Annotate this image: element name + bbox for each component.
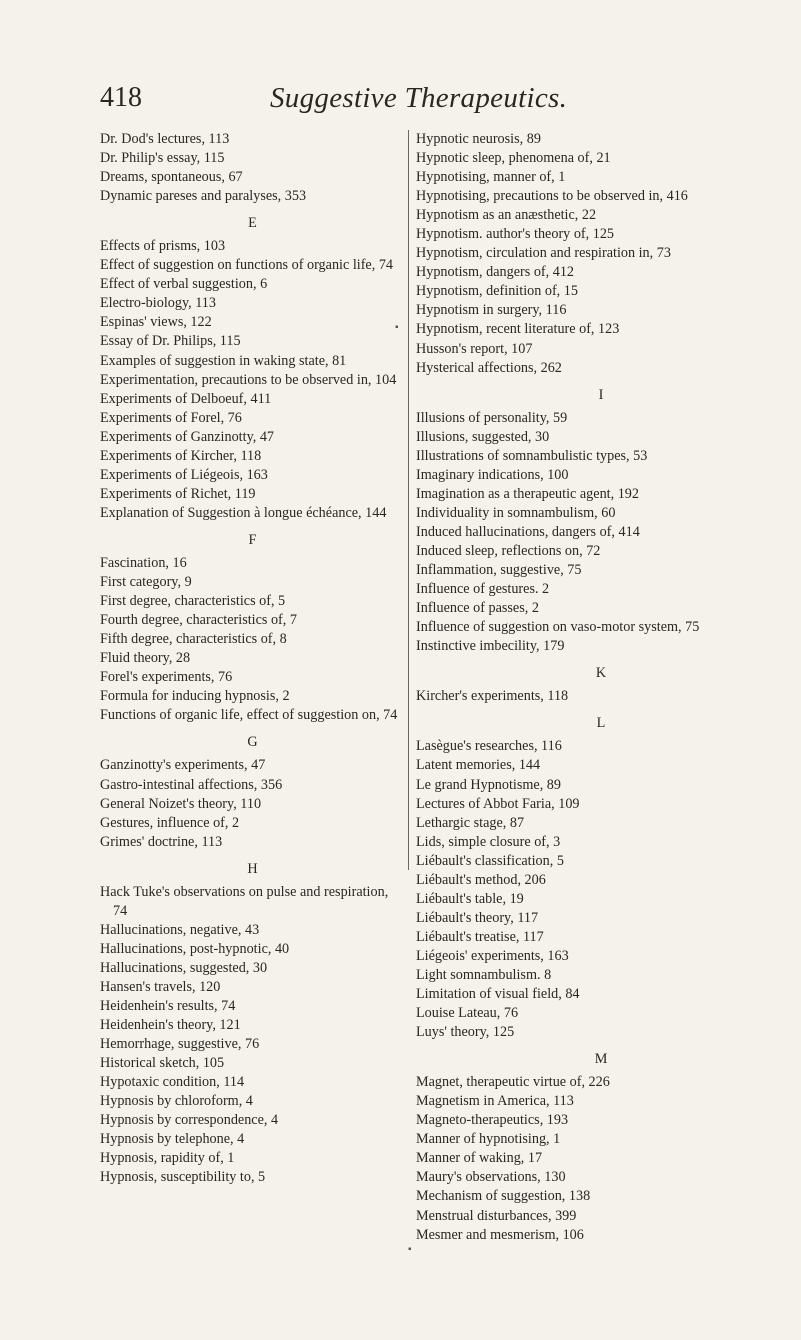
index-entry: Illustrations of somnambulistic types, 53: [416, 447, 648, 464]
index-entry: Experiments of Ganzinotty, 47: [100, 428, 275, 445]
index-entry: Essay of Dr. Philips, 115: [100, 333, 241, 350]
page-number: 418: [100, 82, 142, 113]
index-entry: Maury's observations, 130: [416, 1169, 566, 1186]
index-entry: Menstrual disturbances, 399: [416, 1207, 577, 1224]
index-entry: Effect of suggestion on functions of organic life, 74: [100, 257, 394, 274]
index-entry: Illusions, suggested, 30: [416, 428, 550, 445]
index-entry: Imagination as a therapeutic agent, 192: [416, 485, 639, 502]
index-entry: Dynamic pareses and paralyses, 353: [100, 188, 307, 205]
index-entry: Experimentation, precautions to be observed in, 104: [100, 371, 397, 388]
index-entry: Influence of gestures. 2: [416, 581, 550, 598]
index-section-letter: E: [248, 215, 257, 232]
index-entry: Functions of organic life, effect of suggestion on, 74: [100, 707, 398, 724]
index-entry: Dr. Philip's essay, 115: [100, 150, 225, 167]
index-entry: Heidenhein's theory, 121: [100, 1017, 241, 1034]
index-section-letter: M: [594, 1051, 608, 1068]
index-entry: Liégeois' experiments, 163: [416, 947, 569, 964]
index-entry: Hypnotic sleep, phenomena of, 21: [416, 150, 611, 167]
index-entry: Hypnotism in surgery, 116: [416, 302, 567, 319]
index-entry: Historical sketch, 105: [100, 1055, 225, 1072]
index-entry: Fluid theory, 28: [100, 650, 191, 667]
index-entry: First category, 9: [100, 574, 192, 591]
index-entry: Hypnosis by telephone, 4: [100, 1131, 245, 1148]
index-entry: Lasègue's researches, 116: [416, 738, 562, 755]
index-entry: Hypnotism as an anæsthetic, 22: [416, 207, 597, 224]
index-section-letter: I: [598, 386, 604, 403]
index-section-letter: L: [596, 715, 606, 732]
index-entry: Heidenhein's results, 74: [100, 998, 236, 1015]
index-entry: Hypnosis by chloroform, 4: [100, 1093, 253, 1110]
index-entry: Hypnotism, definition of, 15: [416, 283, 578, 300]
index-entry: Hypnosis, susceptibility to, 5: [100, 1169, 266, 1186]
running-title: Suggestive Therapeutics.: [270, 82, 568, 114]
index-entry: Fourth degree, characteristics of, 7: [100, 612, 297, 629]
index-entry: Le grand Hypnotisme, 89: [416, 776, 561, 793]
index-entry: General Noizet's theory, 110: [100, 795, 262, 812]
index-column-left: [100, 130, 405, 1187]
index-entry: Fascination, 16: [100, 554, 187, 571]
index-entry: Hallucinations, suggested, 30: [100, 959, 268, 976]
index-entry: Magnetism in America, 113: [416, 1093, 574, 1110]
index-entry: Ganzinotty's experiments, 47: [100, 757, 266, 774]
index-entry: Experiments of Liégeois, 163: [100, 466, 268, 483]
index-entry: Lethargic stage, 87: [416, 814, 525, 831]
index-entry: Hypnosis, rapidity of, 1: [100, 1150, 235, 1167]
index-entry: Fifth degree, characteristics of, 8: [100, 631, 287, 648]
index-entry: Liébault's theory, 117: [416, 909, 539, 926]
index-entry: Mechanism of suggestion, 138: [416, 1188, 591, 1205]
index-entry: Husson's report, 107: [416, 340, 533, 357]
index-entry: Hypnotism, recent literature of, 123: [416, 321, 620, 338]
index-entry: Manner of hypnotising, 1: [416, 1131, 561, 1148]
index-entry: Inflammation, suggestive, 75: [416, 562, 582, 579]
print-speck: ▪: [395, 322, 399, 333]
index-entry: Individuality in somnambulism, 60: [416, 504, 616, 521]
index-entry: Latent memories, 144: [416, 757, 541, 774]
index-entry: Hypnotic neurosis, 89: [416, 131, 541, 147]
index-entry: Instinctive imbecility, 179: [416, 638, 565, 655]
index-entry: Mesmer and mesmerism, 106: [416, 1226, 584, 1243]
index-entry: Hypnotising, manner of, 1: [416, 169, 566, 186]
index-entry: Hansen's travels, 120: [100, 978, 221, 995]
index-entry: Imaginary indications, 100: [416, 466, 569, 483]
index-entry: Limitation of visual field, 84: [416, 986, 580, 1003]
index-entry: Louise Lateau, 76: [416, 1005, 519, 1022]
index-entry: Espinas' views, 122: [100, 314, 212, 331]
index-entry: Lids, simple closure of, 3: [416, 833, 561, 850]
index-entry: Influence of suggestion on vaso-motor system, 75: [416, 619, 700, 636]
index-entry: Luys' theory, 125: [416, 1024, 515, 1041]
index-entry: Induced hallucinations, dangers of, 414: [416, 523, 640, 540]
index-entry: Hemorrhage, suggestive, 76: [100, 1036, 260, 1053]
index-entry: Influence of passes, 2: [416, 600, 539, 617]
index-entry: Hysterical affections, 262: [416, 359, 562, 376]
index-entry: Experiments of Richet, 119: [100, 485, 256, 502]
index-entry: Liébault's classification, 5: [416, 852, 564, 869]
index-entry: Gestures, influence of, 2: [100, 814, 240, 831]
index-entry: Experiments of Kircher, 118: [100, 447, 262, 464]
index-entry: Kircher's experiments, 118: [416, 688, 569, 705]
index-entry: Explanation of Suggestion à longue échéance, 144: [100, 504, 387, 521]
index-entry: Hack Tuke's observations on pulse and respiration, 74: [100, 883, 389, 919]
index-entry: Light somnambulism. 8: [416, 966, 552, 983]
index-entry: Illusions of personality, 59: [416, 409, 568, 426]
print-speck: ▪: [408, 1244, 412, 1255]
index-entry: Dr. Dod's lectures, 113: [100, 131, 230, 147]
index-entry: Hypnotising, precautions to be observed in, 416: [416, 188, 688, 205]
index-entry: Magneto-therapeutics, 193: [416, 1112, 569, 1129]
index-entry: Dreams, spontaneous, 67: [100, 169, 243, 186]
index-entry: Hypnotism, dangers of, 412: [416, 264, 575, 281]
index-entry: Hypnotism. author's theory of, 125: [416, 226, 615, 243]
index-entry: Lectures of Abbot Faria, 109: [416, 795, 580, 812]
index-entry: Gastro-intestinal affections, 356: [100, 776, 283, 793]
index-entry: Hallucinations, post-hypnotic, 40: [100, 940, 290, 957]
index-entry: Hypnotism, circulation and respiration in, 73: [416, 245, 671, 262]
index-entry: Effect of verbal suggestion, 6: [100, 276, 268, 293]
index-section-letter: H: [247, 860, 258, 877]
index-entry: First degree, characteristics of, 5: [100, 593, 286, 610]
index-entry: Examples of suggestion in waking state, 81: [100, 352, 347, 369]
index-entry: Hallucinations, negative, 43: [100, 921, 260, 938]
column-divider: [408, 130, 409, 870]
index-entry: Induced sleep, reflections on, 72: [416, 542, 601, 559]
index-entry: Hypotaxic condition, 114: [100, 1074, 245, 1091]
index-entry: Experiments of Forel, 76: [100, 409, 242, 426]
index-entry: Liébault's method, 206: [416, 871, 546, 888]
index-entry: Forel's experiments, 76: [100, 669, 233, 686]
index-entry: Effects of prisms, 103: [100, 238, 226, 255]
index-section-letter: G: [247, 734, 258, 751]
index-section-letter: K: [595, 665, 607, 682]
index-entry: Formula for inducing hypnosis, 2: [100, 688, 290, 705]
index-entry: Liébault's treatise, 117: [416, 928, 544, 945]
index-entry: Grimes' doctrine, 113: [100, 833, 223, 850]
index-entry: Electro-biology, 113: [100, 295, 216, 312]
index-column-right: [416, 130, 786, 1245]
index-entry: Experiments of Delboeuf, 411: [100, 390, 272, 407]
index-entry: Liébault's table, 19: [416, 890, 524, 907]
index-entry: Magnet, therapeutic virtue of, 226: [416, 1074, 610, 1091]
index-entry: Manner of waking, 17: [416, 1150, 543, 1167]
index-section-letter: F: [248, 531, 257, 548]
page-header: [100, 82, 700, 122]
index-entry: Hypnosis by correspondence, 4: [100, 1112, 279, 1129]
